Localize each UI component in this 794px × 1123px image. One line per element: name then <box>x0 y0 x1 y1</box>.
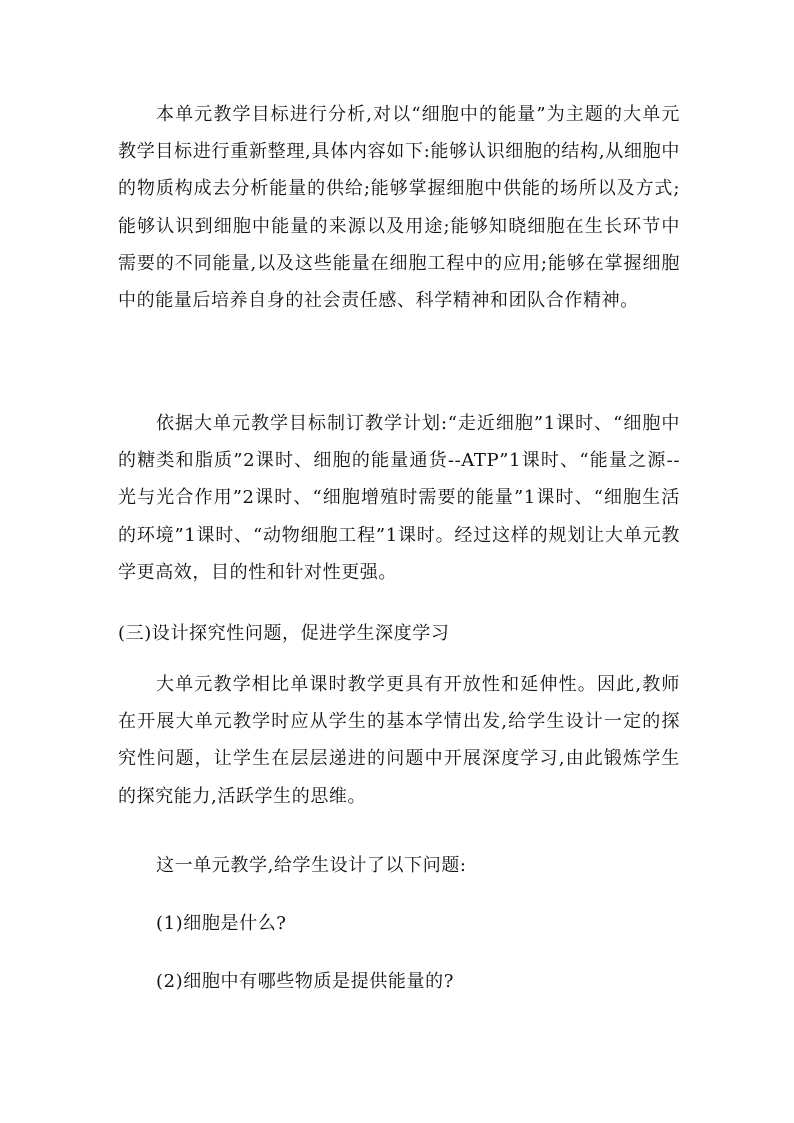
section-heading: (三)设计探究性问题，促进学生深度学习 <box>118 623 450 644</box>
paragraph-inquiry-questions: 大单元教学相比单课时教学更具有开放性和延伸性。因此,教师在开展大单元教学时应从学生的基本学情出发,给学生设计一定的探究性问题，让学生在层层递进的问题中开展深度学习,由此锻炼学生的探究能力,活跃学生的思维。 <box>118 674 680 807</box>
paragraph-unit-goals: 本单元教学目标进行分析,对以“细胞中的能量”为主题的大单元教学目标进行重新整理,具体内容如下:能够认识细胞的结构,从细胞中的物质构成去分析能量的供给;能够掌握细胞中供能的场所以及方式;能够认识到细胞中能量的来源以及用途;能够知晓细胞在生长环节中需要的不同能量,以及这些能量在细胞工程中的应用;能够在掌握细胞中的能量后培养自身的社会责任感、科学精神和团队合作精神。 <box>118 104 680 312</box>
question-item-2: (2)细胞中有哪些物质是提供能量的? <box>156 971 454 992</box>
paragraph-question-intro: 这一单元教学,给学生设计了以下问题: <box>156 855 467 876</box>
question-item-1: (1)细胞是什么? <box>156 913 287 934</box>
paragraph-teaching-plan: 依据大单元教学目标制订教学计划:“走近细胞”1课时、“细胞中的糖类和脂质”2课时、细胞的能量通货--ATP”1课时、“能量之源--光与光合作用”2课时、“细胞增殖时需要的能量”1课时、“细胞生活的环境”1课时、“动物细胞工程”1课时。经过这样的规划让大单元教学更高效，目的性和针对性更强。 <box>118 413 680 583</box>
